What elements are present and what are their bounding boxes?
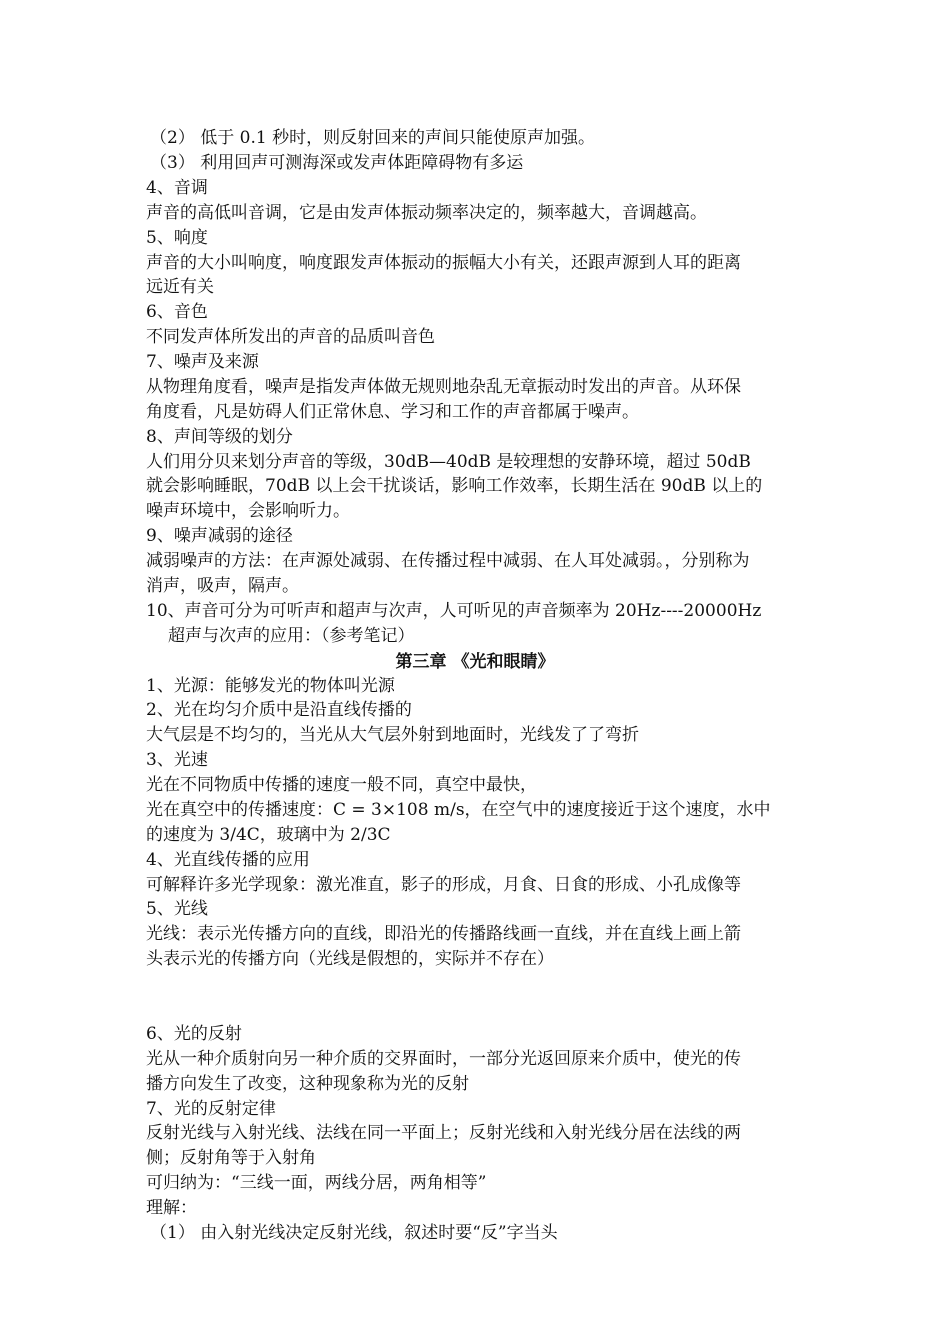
text-line: 角度看，凡是妨碍人们正常休息、学习和工作的声音都属于噪声。 (146, 402, 639, 422)
text-line: 理解： (146, 1198, 197, 1218)
section-heading: 5、光线 (146, 899, 208, 919)
section-heading: 7、光的反射定律 (146, 1099, 276, 1119)
text-line: 就会影响睡眠，70dB 以上会干扰谈话，影响工作效率，长期生活在 90dB 以上的 (146, 476, 763, 496)
text-line: 超声与次声的应用：（参考笔记） (168, 626, 415, 646)
text-line: 播方向发生了改变，这种现象称为光的反射 (146, 1074, 469, 1094)
text-line: 不同发声体所发出的声音的品质叫音色 (146, 327, 435, 347)
text-line: 光从一种介质射向另一种介质的交界面时，一部分光返回原来介质中，使光的传 (146, 1049, 741, 1069)
section-heading: 10、声音可分为可听声和超声与次声，人可听见的声音频率为 20Hz----20000Hz (146, 601, 762, 621)
text-line: 可解释许多光学现象：激光准直，影子的形成，月食、日食的形成、小孔成像等 (146, 875, 741, 895)
section-heading: 3、光速 (146, 750, 208, 770)
section-heading: 2、光在均匀介质中是沿直线传播的 (146, 700, 412, 720)
text-line: 大气层是不均匀的，当光从大气层外射到地面时，光线发了了弯折 (146, 725, 639, 745)
chapter-title: 第三章 《光和眼睛》 (395, 652, 555, 672)
section-heading: 1、光源：能够发光的物体叫光源 (146, 676, 395, 696)
text-line: （2） 低于 0.1 秒时，则反射回来的声间只能使原声加强。 (150, 128, 596, 148)
section-heading: 6、光的反射 (146, 1024, 242, 1044)
text-line: 减弱噪声的方法：在声源处减弱、在传播过程中减弱、在人耳处减弱。，分别称为 (146, 551, 750, 571)
text-line: 噪声环境中，会影响听力。 (146, 501, 350, 521)
text-line: 消声，吸声，隔声。 (146, 576, 299, 596)
text-line: 可归纳为：“三线一面，两线分居，两角相等” (146, 1173, 487, 1193)
section-heading: 4、音调 (146, 178, 208, 198)
text-line: 的速度为 3/4C，玻璃中为 2/3C (146, 825, 391, 845)
text-line: （3） 利用回声可测海深或发声体距障碍物有多运 (150, 153, 524, 173)
section-heading: 6、音色 (146, 302, 208, 322)
text-line: 反射光线与入射光线、法线在同一平面上；反射光线和入射光线分居在法线的两 (146, 1123, 741, 1143)
text-line: 声音的大小叫响度，响度跟发声体振动的振幅大小有关，还跟声源到人耳的距离 (146, 253, 741, 273)
text-line: 光在不同物质中传播的速度一般不同，真空中最快， (146, 775, 537, 795)
text-line: 侧；反射角等于入射角 (146, 1148, 316, 1168)
text-line: 从物理角度看，噪声是指发声体做无规则地杂乱无章振动时发出的声音。从环保 (146, 377, 741, 397)
section-heading: 5、响度 (146, 228, 208, 248)
section-heading: 7、噪声及来源 (146, 352, 259, 372)
section-heading: 4、光直线传播的应用 (146, 850, 310, 870)
text-line: （1） 由入射光线决定反射光线，叙述时要“反”字当头 (150, 1223, 558, 1243)
text-line: 人们用分贝来划分声音的等级，30dB—40dB 是较理想的安静环境，超过 50dB (146, 452, 751, 472)
section-heading: 9、噪声减弱的途径 (146, 526, 293, 546)
text-line: 光在真空中的传播速度：C = 3×108 m/s，在空气中的速度接近于这个速度，水中 (146, 800, 771, 820)
text-line: 头表示光的传播方向（光线是假想的，实际并不存在） (146, 949, 554, 969)
text-line: 远近有关 (146, 277, 214, 297)
section-heading: 8、声间等级的划分 (146, 427, 293, 447)
text-line: 光线：表示光传播方向的直线，即沿光的传播路线画一直线，并在直线上画上箭 (146, 924, 741, 944)
text-line: 声音的高低叫音调，它是由发声体振动频率决定的，频率越大，音调越高。 (146, 203, 707, 223)
